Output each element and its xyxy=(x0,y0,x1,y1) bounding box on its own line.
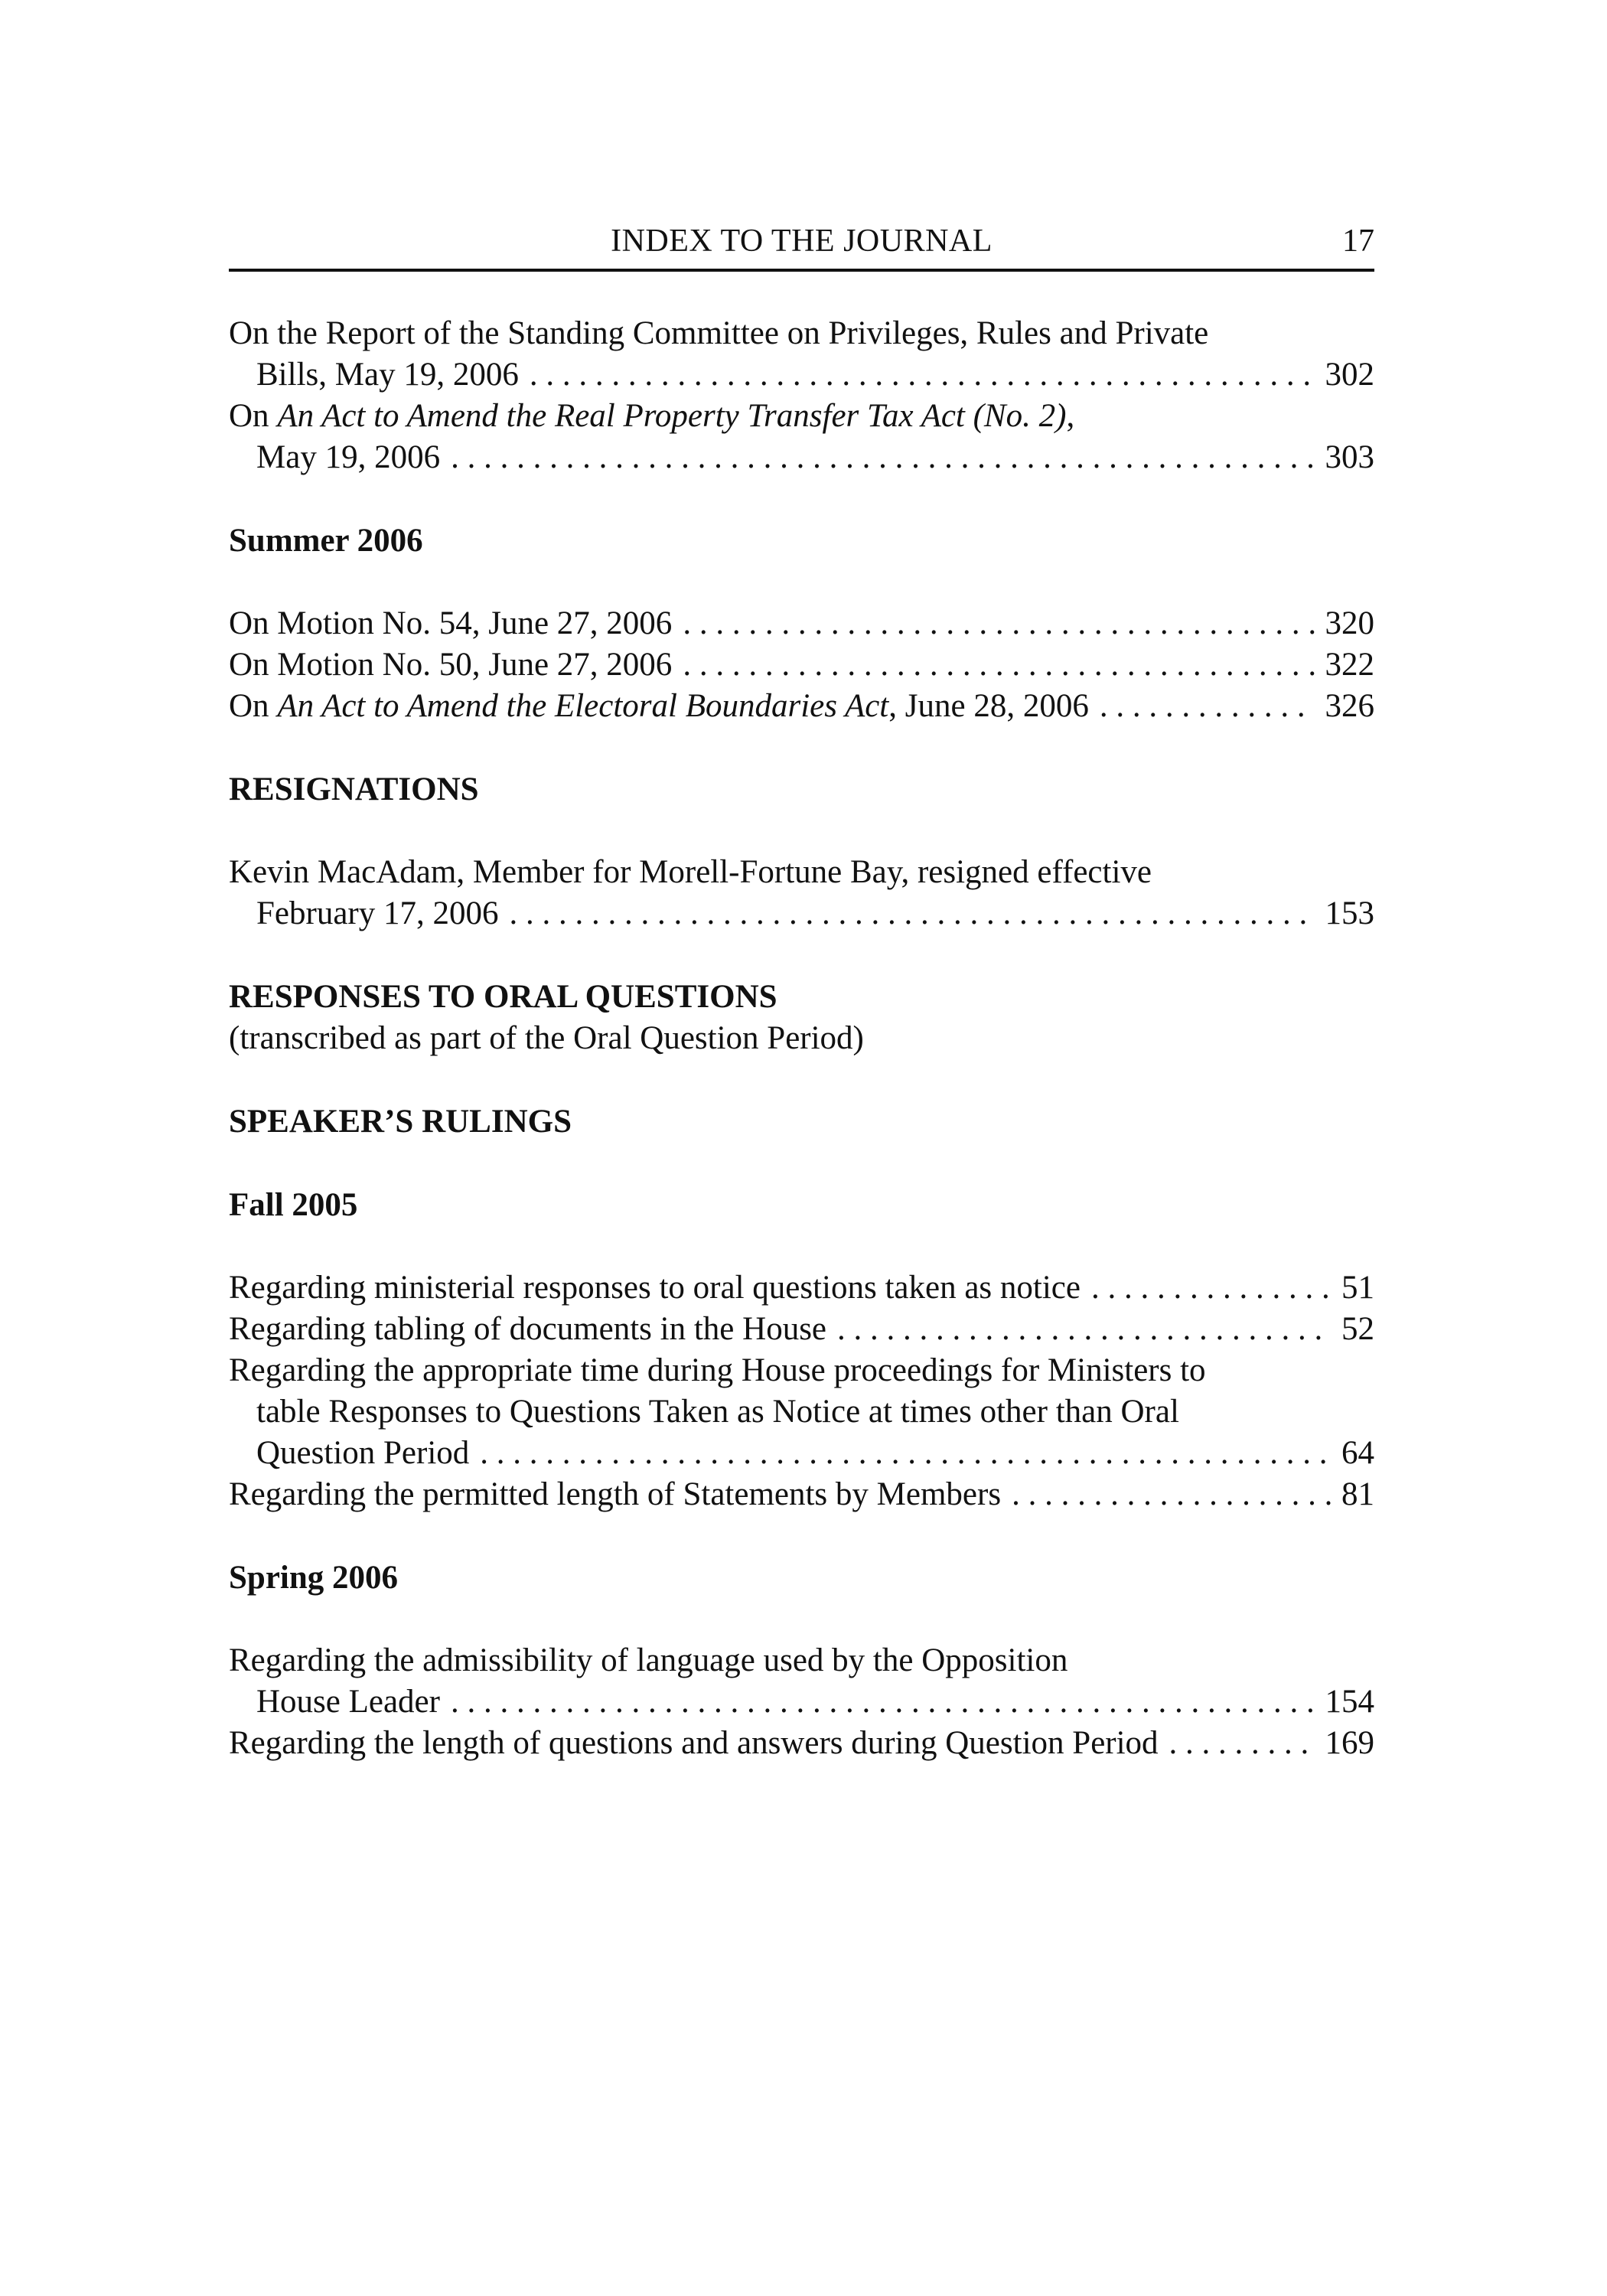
page-reference: 52 xyxy=(1341,1311,1374,1347)
page-reference: 154 xyxy=(1325,1684,1374,1720)
entry-text: Question Period xyxy=(256,1435,470,1471)
dot-leader xyxy=(451,437,1314,478)
section-heading-fall-2005: Fall 2005 xyxy=(229,1187,358,1223)
index-entry xyxy=(229,1474,1374,1515)
entry-text: On Motion No. 54, June 27, 2006 xyxy=(229,605,673,641)
dot-leader xyxy=(683,603,1314,644)
entry-suffix: , xyxy=(1066,398,1075,434)
page-reference: 302 xyxy=(1325,357,1374,393)
entry-text: Bills, May 19, 2006 xyxy=(256,357,519,393)
section-heading-speakers-rulings: SPEAKER’S RULINGS xyxy=(229,1104,572,1140)
index-entry xyxy=(229,1350,1374,1474)
dot-leader xyxy=(509,893,1314,934)
index-entry-real-property-act xyxy=(229,396,1374,478)
running-title: INDEX TO THE JOURNAL xyxy=(611,223,993,259)
entry-suffix: , June 28, 2006 xyxy=(888,688,1089,724)
section-heading-responses: RESPONSES TO ORAL QUESTIONS xyxy=(229,979,777,1015)
dot-leader xyxy=(683,644,1314,686)
dot-leader xyxy=(480,1433,1331,1474)
entry-text: May 19, 2006 xyxy=(256,439,441,475)
page-reference: 326 xyxy=(1325,688,1374,724)
entry-text: Regarding the permitted length of Statements by Members xyxy=(229,1476,1002,1512)
entry-text: On Motion No. 50, June 27, 2006 xyxy=(229,647,673,683)
page-reference: 153 xyxy=(1325,895,1374,931)
dot-leader xyxy=(837,1309,1331,1350)
index-entry-privileges-report xyxy=(229,313,1374,396)
index-entry xyxy=(229,603,1374,644)
dot-leader xyxy=(530,354,1315,396)
page-reference: 322 xyxy=(1325,647,1374,683)
page-number: 17 xyxy=(1342,223,1374,259)
index-entry xyxy=(229,1640,1374,1723)
entry-prefix: On xyxy=(229,398,278,434)
entry-text: Kevin MacAdam, Member for Morell-Fortune Bay, resigned effective xyxy=(229,854,1152,890)
entry-text: Regarding the appropriate time during House proceedings for Ministers to xyxy=(229,1352,1206,1388)
entry-text: table Responses to Questions Taken as Notice at times other than Oral xyxy=(256,1394,1179,1430)
act-title: An Act to Amend the Electoral Boundaries Act xyxy=(277,688,889,724)
page-reference: 303 xyxy=(1325,439,1374,475)
entry-text: Regarding tabling of documents in the House xyxy=(229,1311,827,1347)
index-entry xyxy=(229,686,1374,727)
entry-prefix: On xyxy=(229,688,278,724)
page-reference: 169 xyxy=(1325,1725,1374,1761)
page-reference: 64 xyxy=(1341,1435,1374,1471)
page-reference: 81 xyxy=(1341,1476,1374,1512)
entry-text: February 17, 2006 xyxy=(256,895,499,931)
index-entry xyxy=(229,852,1374,934)
page-reference: 320 xyxy=(1325,605,1374,641)
entry-text: On the Report of the Standing Committee on Privileges, Rules and Private xyxy=(229,315,1209,351)
dot-leader xyxy=(451,1681,1315,1723)
page-reference: 51 xyxy=(1341,1270,1374,1306)
dot-leader xyxy=(1169,1723,1315,1764)
entry-text: Regarding the admissibility of language used by the Opposition xyxy=(229,1642,1068,1678)
section-heading-spring-2006: Spring 2006 xyxy=(229,1560,399,1596)
index-content xyxy=(229,272,1374,1764)
index-entry xyxy=(229,1309,1374,1350)
index-entry xyxy=(229,1267,1374,1309)
entry-text: Regarding the length of questions and answers during Question Period xyxy=(229,1725,1159,1761)
index-entry xyxy=(229,1723,1374,1764)
dot-leader xyxy=(1012,1474,1331,1515)
entry-text: Regarding ministerial responses to oral questions taken as notice xyxy=(229,1270,1081,1306)
index-entry xyxy=(229,644,1374,686)
entry-text: House Leader xyxy=(256,1684,440,1720)
section-heading-resignations: RESIGNATIONS xyxy=(229,771,479,807)
section-note: (transcribed as part of the Oral Question Period) xyxy=(229,1020,864,1056)
journal-index-page xyxy=(229,218,1374,1764)
act-title: An Act to Amend the Real Property Transfer Tax Act (No. 2) xyxy=(277,398,1067,434)
dot-leader xyxy=(1100,686,1315,727)
section-heading-summer-2006: Summer 2006 xyxy=(229,523,423,559)
running-header xyxy=(229,218,1374,272)
dot-leader xyxy=(1091,1267,1331,1309)
